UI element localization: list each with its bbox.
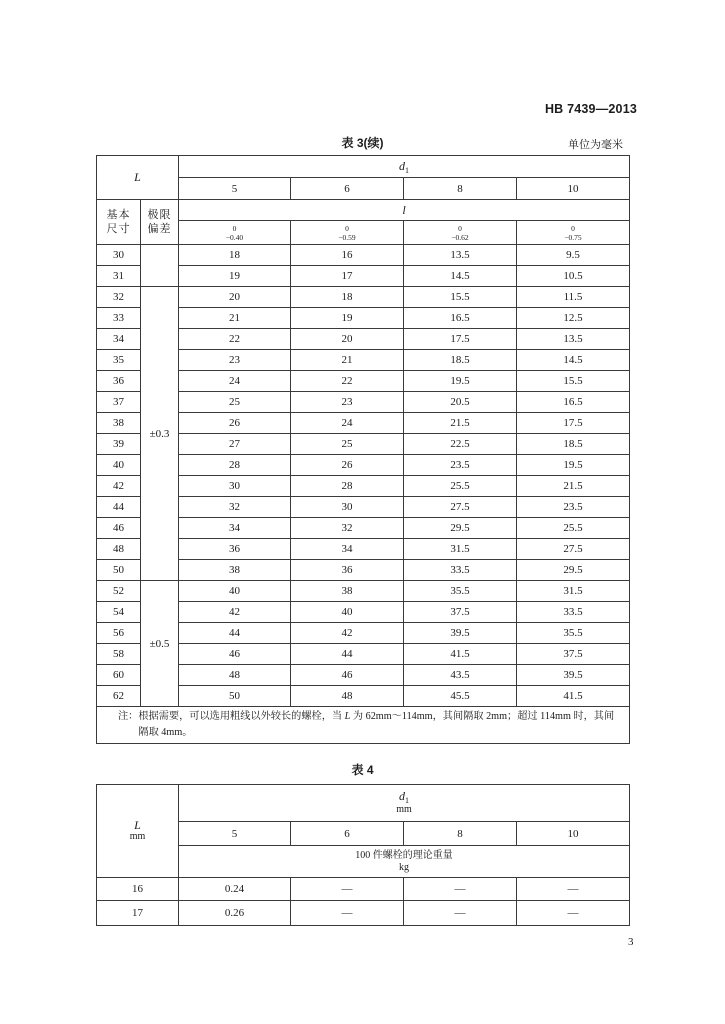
basic-size-cell: 62 xyxy=(97,686,141,707)
length-value-cell: 42 xyxy=(291,623,404,644)
l-header-cell xyxy=(179,200,630,221)
note-cell xyxy=(97,707,630,744)
tolerance-lower: −0.59 xyxy=(338,232,356,242)
length-cell: 16 xyxy=(97,878,179,901)
length-value-cell: 19.5 xyxy=(517,455,630,476)
length-value-cell: 16.5 xyxy=(517,392,630,413)
limit-deviation-label: 极限偏差 xyxy=(147,209,172,235)
unit-label: 单位为毫米 xyxy=(568,139,623,151)
weight-header-cell xyxy=(179,846,630,878)
length-value-cell: 13.5 xyxy=(404,245,517,266)
length-value-cell: 39.5 xyxy=(404,623,517,644)
length-value-cell: 21 xyxy=(179,308,291,329)
document-code: HB 7439—2013 xyxy=(544,102,637,116)
length-value-cell: 28 xyxy=(291,476,404,497)
length-value-cell: 21.5 xyxy=(404,413,517,434)
length-value-cell: 37.5 xyxy=(517,644,630,665)
weight-value-cell: — xyxy=(291,878,404,901)
length-value-cell: 18 xyxy=(291,287,404,308)
d1-header-cell xyxy=(179,156,630,178)
d-symbol: d xyxy=(399,159,405,173)
length-value-cell: 46 xyxy=(291,665,404,686)
length-value-cell: 45.5 xyxy=(404,686,517,707)
length-value-cell: 48 xyxy=(291,686,404,707)
L-symbol: L xyxy=(134,818,141,832)
length-value-cell: 17 xyxy=(291,266,404,287)
note-text: 根据需要，可以选用粗线以外较长的螺栓，当 xyxy=(138,711,345,722)
length-value-cell: 18 xyxy=(179,245,291,266)
d-value-cell: 6 xyxy=(291,178,404,200)
note-row xyxy=(97,707,630,744)
basic-size-cell: 38 xyxy=(97,413,141,434)
basic-size-cell: 36 xyxy=(97,371,141,392)
length-value-cell: 32 xyxy=(291,518,404,539)
length-value-cell: 38 xyxy=(291,581,404,602)
length-value-cell: 36 xyxy=(291,560,404,581)
basic-size-cell: 33 xyxy=(97,308,141,329)
tolerance-upper: 0 xyxy=(571,223,575,233)
basic-size-cell: 60 xyxy=(97,665,141,686)
tolerance-upper: 0 xyxy=(458,223,462,233)
d-subscript: 1 xyxy=(405,166,409,175)
basic-size-cell: 42 xyxy=(97,476,141,497)
length-value-cell: 29.5 xyxy=(404,518,517,539)
length-value-cell: 44 xyxy=(179,623,291,644)
limit-deviation-cell: ±0.3 xyxy=(141,287,179,581)
d-symbol: d xyxy=(399,789,405,803)
basic-size-cell: 50 xyxy=(97,560,141,581)
basic-size-header-cell xyxy=(97,200,141,245)
length-value-cell: 11.5 xyxy=(517,287,630,308)
basic-size-cell: 56 xyxy=(97,623,141,644)
length-value-cell: 23.5 xyxy=(404,455,517,476)
length-value-cell: 22.5 xyxy=(404,434,517,455)
length-value-cell: 32 xyxy=(179,497,291,518)
basic-size-cell: 44 xyxy=(97,497,141,518)
length-value-cell: 10.5 xyxy=(517,266,630,287)
length-value-cell: 31.5 xyxy=(404,539,517,560)
table-4-caption: 表 4 xyxy=(351,763,374,777)
length-value-cell: 40 xyxy=(291,602,404,623)
basic-size-cell: 31 xyxy=(97,266,141,287)
length-value-cell: 20 xyxy=(179,287,291,308)
length-value-cell: 24 xyxy=(291,413,404,434)
L-header-cell xyxy=(97,156,179,200)
length-value-cell: 19.5 xyxy=(404,371,517,392)
table-4 xyxy=(96,784,630,926)
length-value-cell: 44 xyxy=(291,644,404,665)
limit-deviation-cell: ±0.5 xyxy=(141,581,179,707)
note-L-symbol: L xyxy=(344,711,351,722)
length-value-cell: 13.5 xyxy=(517,329,630,350)
L-symbol: L xyxy=(134,170,141,184)
length-value-cell: 26 xyxy=(291,455,404,476)
d-value-cell: 8 xyxy=(404,178,517,200)
d-value-cell: 6 xyxy=(291,822,404,846)
length-value-cell: 30 xyxy=(179,476,291,497)
length-value-cell: 33.5 xyxy=(404,560,517,581)
length-value-cell: 17.5 xyxy=(404,329,517,350)
length-value-cell: 15.5 xyxy=(404,287,517,308)
tolerance-cell xyxy=(179,221,291,245)
basic-size-cell: 34 xyxy=(97,329,141,350)
length-value-cell: 20.5 xyxy=(404,392,517,413)
weight-value-cell: — xyxy=(404,878,517,901)
length-value-cell: 37.5 xyxy=(404,602,517,623)
weight-value-cell: — xyxy=(404,901,517,926)
weight-value-cell: 0.24 xyxy=(179,878,291,901)
length-value-cell: 27.5 xyxy=(404,497,517,518)
length-value-cell: 46 xyxy=(179,644,291,665)
length-value-cell: 25 xyxy=(291,434,404,455)
weight-unit: kg xyxy=(399,861,409,873)
table-row xyxy=(97,901,630,926)
length-value-cell: 25.5 xyxy=(517,518,630,539)
length-value-cell: 42 xyxy=(179,602,291,623)
note-line-2: 隔取 4mm。 xyxy=(138,727,193,738)
weight-value-cell: — xyxy=(517,878,630,901)
length-value-cell: 23 xyxy=(179,350,291,371)
page-number: 3 xyxy=(628,936,634,948)
length-value-cell: 12.5 xyxy=(517,308,630,329)
length-value-cell: 18.5 xyxy=(404,350,517,371)
basic-size-cell: 32 xyxy=(97,287,141,308)
length-value-cell: 18.5 xyxy=(517,434,630,455)
basic-size-cell: 37 xyxy=(97,392,141,413)
d-value-cell: 10 xyxy=(517,822,630,846)
tolerance-lower: −0.62 xyxy=(451,232,469,242)
length-value-cell: 50 xyxy=(179,686,291,707)
basic-size-cell: 46 xyxy=(97,518,141,539)
table-3-body xyxy=(97,245,630,707)
tolerance-upper: 0 xyxy=(232,223,237,233)
length-value-cell: 35.5 xyxy=(404,581,517,602)
basic-size-cell: 52 xyxy=(97,581,141,602)
length-value-cell: 40 xyxy=(179,581,291,602)
d-value-cell: 5 xyxy=(179,178,291,200)
length-value-cell: 20 xyxy=(291,329,404,350)
tolerance-lower: −0.75 xyxy=(564,232,582,242)
length-value-cell: 41.5 xyxy=(517,686,630,707)
d1-unit: mm xyxy=(396,804,412,815)
length-value-cell: 35.5 xyxy=(517,623,630,644)
length-value-cell: 22 xyxy=(291,371,404,392)
d-value-cell: 10 xyxy=(517,178,630,200)
weight-value-cell: — xyxy=(291,901,404,926)
tolerance-lower: −0.40 xyxy=(225,232,244,242)
d1-label xyxy=(179,790,629,804)
table-3-header xyxy=(97,156,630,245)
table-3 xyxy=(96,155,630,744)
basic-size-cell: 40 xyxy=(97,455,141,476)
basic-size-cell: 54 xyxy=(97,602,141,623)
length-value-cell: 39.5 xyxy=(517,665,630,686)
table-row xyxy=(97,878,630,901)
length-value-cell: 38 xyxy=(179,560,291,581)
table-row xyxy=(97,581,630,602)
header-row xyxy=(97,200,630,221)
length-value-cell: 26 xyxy=(179,413,291,434)
basic-size-cell: 35 xyxy=(97,350,141,371)
d-value-cell: 8 xyxy=(404,822,517,846)
tolerance-upper: 0 xyxy=(345,223,349,233)
length-value-cell: 36 xyxy=(179,539,291,560)
length-value-cell: 25 xyxy=(179,392,291,413)
length-value-cell: 25.5 xyxy=(404,476,517,497)
note-prefix: 注： xyxy=(118,711,139,722)
length-cell: 17 xyxy=(97,901,179,926)
length-value-cell: 33.5 xyxy=(517,602,630,623)
length-value-cell: 21.5 xyxy=(517,476,630,497)
L-header-cell xyxy=(97,785,179,878)
basic-size-cell: 39 xyxy=(97,434,141,455)
tolerance-cell xyxy=(291,221,404,245)
length-value-cell: 19 xyxy=(291,308,404,329)
header-row xyxy=(97,785,630,822)
length-value-cell: 22 xyxy=(179,329,291,350)
limit-deviation-cell xyxy=(141,245,179,287)
d-value-cell: 5 xyxy=(179,822,291,846)
weight-value-cell: — xyxy=(517,901,630,926)
length-value-cell: 43.5 xyxy=(404,665,517,686)
table-3-caption: 表 3(续) xyxy=(341,136,384,150)
length-value-cell: 19 xyxy=(179,266,291,287)
length-value-cell: 23 xyxy=(291,392,404,413)
note-text: 为 62mm～114mm，其间隔取 2mm；超过 114mm 时，其间 xyxy=(350,711,615,722)
tolerance-cell xyxy=(517,221,630,245)
table-4-body xyxy=(97,878,630,926)
length-value-cell: 48 xyxy=(179,665,291,686)
length-value-cell: 31.5 xyxy=(517,581,630,602)
length-value-cell: 28 xyxy=(179,455,291,476)
basic-size-label: 基本尺寸 xyxy=(106,209,131,235)
weight-label: 100 件螺栓的理论重量 xyxy=(355,849,453,861)
weight-value-cell: 0.26 xyxy=(179,901,291,926)
length-value-cell: 14.5 xyxy=(404,266,517,287)
l-symbol: l xyxy=(402,202,406,217)
length-value-cell: 14.5 xyxy=(517,350,630,371)
d1-header-cell xyxy=(179,785,630,822)
length-value-cell: 15.5 xyxy=(517,371,630,392)
limit-deviation-header-cell xyxy=(141,200,179,245)
d-subscript: 1 xyxy=(405,796,409,805)
table-3-note xyxy=(97,707,630,744)
table-4-header xyxy=(97,785,630,878)
table-row xyxy=(97,245,630,266)
length-value-cell: 27.5 xyxy=(517,539,630,560)
basic-size-cell: 58 xyxy=(97,644,141,665)
length-value-cell: 34 xyxy=(291,539,404,560)
L-unit: mm xyxy=(129,831,146,842)
length-value-cell: 29.5 xyxy=(517,560,630,581)
header-row xyxy=(97,156,630,178)
length-value-cell: 9.5 xyxy=(517,245,630,266)
length-value-cell: 16 xyxy=(291,245,404,266)
tolerance-cell xyxy=(404,221,517,245)
length-value-cell: 34 xyxy=(179,518,291,539)
length-value-cell: 24 xyxy=(179,371,291,392)
note-line-1 xyxy=(118,709,625,725)
length-value-cell: 16.5 xyxy=(404,308,517,329)
length-value-cell: 23.5 xyxy=(517,497,630,518)
length-value-cell: 27 xyxy=(179,434,291,455)
table-row xyxy=(97,287,630,308)
basic-size-cell: 30 xyxy=(97,245,141,266)
length-value-cell: 30 xyxy=(291,497,404,518)
length-value-cell: 21 xyxy=(291,350,404,371)
basic-size-cell: 48 xyxy=(97,539,141,560)
length-value-cell: 41.5 xyxy=(404,644,517,665)
length-value-cell: 17.5 xyxy=(517,413,630,434)
